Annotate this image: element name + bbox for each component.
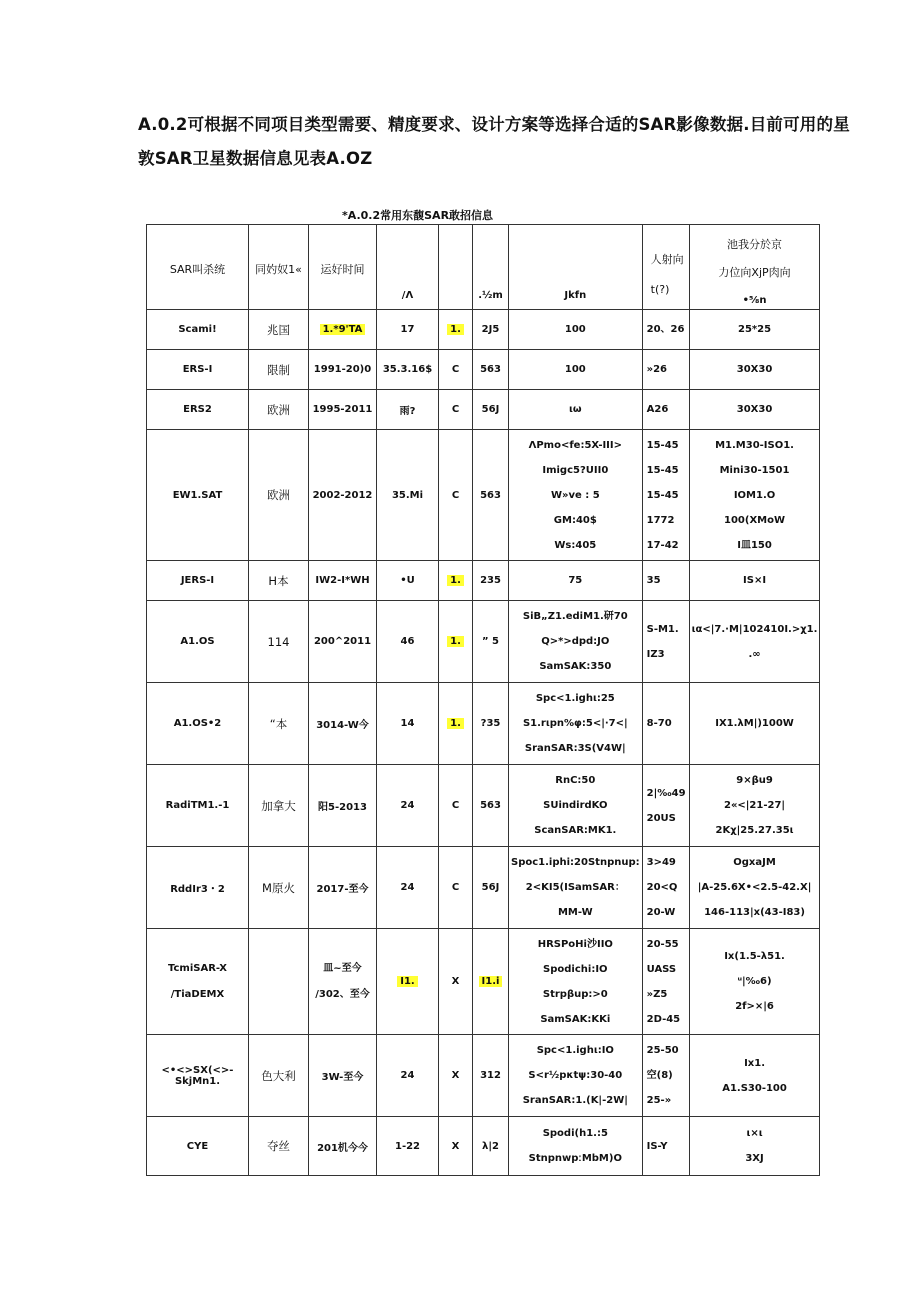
cell-resolution-line: IX1.λM|)100W [715, 718, 794, 729]
cell-period: 3W-至今 [321, 1072, 364, 1083]
cell-swath-line: Ws:405 [554, 539, 597, 551]
cell-period: 201机今今 [317, 1142, 368, 1154]
cell-incidence-line: 20、26 [646, 324, 685, 335]
cell-swath-line: MM-W [557, 907, 593, 918]
cell-incidence-line: 8-70 [646, 718, 672, 729]
intro-line-2: 敦SAR卫星数据信息见表A.OZ [138, 149, 373, 168]
table-row [147, 847, 820, 929]
cell-pol: C [451, 404, 460, 415]
table-row [147, 601, 820, 683]
table-row [147, 765, 820, 847]
header-incidence-top: 人射向 [650, 253, 684, 266]
cell-swath-line: StnpnwpːMbM)O [528, 1153, 622, 1164]
cell-swath-line: 75 [568, 575, 583, 586]
table-row [147, 350, 820, 390]
cell-swath-line: Spc<1.ighι:IO [536, 1045, 614, 1056]
cell-system: <•<>SX(<>-SkjMn1. [161, 1064, 234, 1087]
cell-period: 1.*9'TA [320, 324, 366, 335]
cell-incidence-line: 20-55 [646, 938, 679, 950]
cell-incidence-line: A26 [646, 404, 669, 415]
cell-resolution-line: |A-25.6X•<2.5-42.X| [697, 882, 812, 893]
cell-swath-line: ΛPmo<fe:5X-III> [528, 439, 623, 451]
cell-period: IW2-I*WH [315, 575, 370, 586]
cell-wavelength: 312 [480, 1070, 501, 1081]
cell-resolution-line: A1.S30-100 [722, 1082, 787, 1094]
cell-swath-line: S<r½pκtψ:30-40 [528, 1070, 623, 1081]
cell-system: RadiTM1.-1 [165, 800, 230, 811]
cell-pol: X [451, 976, 460, 987]
cell-period: 200^2011 [313, 636, 372, 647]
cell-incidence-line: 17-42 [646, 539, 679, 551]
cell-resolution-line: 2Kχ|25.27.35ι [715, 825, 794, 836]
cell-swath-line: SamSAK:KKi [540, 1013, 611, 1025]
cell-resolution-line: IOM1.O [733, 489, 776, 501]
cell-pol: 1. [447, 718, 464, 729]
cell-wavelength: I1.i [479, 976, 503, 987]
cell-system: ERS2 [183, 404, 212, 415]
cell-wavelength: ?35 [480, 718, 501, 729]
table-row [147, 561, 820, 601]
cell-period: 3014-W今 [316, 720, 369, 731]
cell-incidence-line: 15-45 [646, 489, 679, 501]
cell-resolution-line: 30X30 [736, 364, 773, 375]
cell-wavelength: 563 [480, 364, 501, 375]
cell-swath-line: HRSPoHi沙IIO [537, 938, 613, 950]
cell-wavelength: λ|2 [482, 1140, 499, 1152]
table-row [147, 1117, 820, 1176]
cell-resolution-line: 100(XMoW [724, 514, 786, 526]
header-swath: Jkfn [564, 290, 587, 301]
cell-swath-line: SamSAK:350 [539, 661, 612, 672]
cell-swath-line: 100 [564, 364, 586, 375]
cell-system: EW1.SAT [172, 489, 223, 501]
cell-incidence-line: IZ3 [646, 648, 665, 660]
cell-period: 1995-2011 [312, 404, 373, 415]
cell-wavelength: 563 [480, 489, 501, 501]
cell-resolution-line: 25*25 [738, 324, 772, 335]
cell-swath-line: Spoc1.iphi:20Stnpnup: [511, 857, 640, 868]
cell-pol: C [451, 364, 460, 375]
cell-wavelength: 56J [481, 882, 500, 893]
cell-band: 14 [400, 718, 415, 729]
cell-resolution-line: M1.M30-ISO1. [715, 439, 794, 451]
cell-incidence-line: 35 [646, 575, 661, 586]
table-row [147, 390, 820, 430]
cell-resolution-line: ᵘ|‰6) [737, 976, 772, 987]
cell-resolution-line: IS×I [743, 575, 767, 586]
cell-band: •U [400, 575, 415, 586]
intro-paragraph [138, 108, 850, 176]
cell-band: 1-22 [394, 1140, 421, 1152]
cell-band: 24 [400, 882, 415, 893]
cell-resolution-line: I皿150 [737, 539, 772, 551]
cell-band: I1. [397, 976, 417, 987]
table-row [147, 430, 820, 561]
cell-period: 阳5-2013 [318, 802, 367, 813]
cell-resolution-line: .∞ [748, 648, 761, 660]
cell-resolution-line: Mini30-1501 [719, 464, 790, 476]
cell-pol: C [451, 489, 460, 501]
cell-system: A1.OS [180, 636, 215, 647]
intro-line-1: A.0.2可根据不同项目类型需要、精度要求、设计方案等选择合适的SAR影像数据.目前可用的星 [138, 115, 850, 134]
cell-resolution-line: 3XJ [745, 1153, 764, 1164]
table-header-row [147, 225, 820, 310]
cell-incidence-line: 15-45 [646, 464, 679, 476]
cell-band: 35.Mi [391, 489, 424, 501]
cell-country: “本 [269, 716, 288, 731]
cell-wavelength: 563 [480, 800, 501, 811]
cell-pol: 1. [447, 636, 464, 647]
cell-system: /TiaDEMX [170, 988, 225, 1000]
cell-band: 雨? [399, 406, 416, 417]
cell-swath-line: S1.rιpn%φ:5<|·7<| [522, 718, 628, 729]
cell-wavelength: 235 [480, 575, 501, 586]
cell-resolution-line: 9×βu9 [736, 775, 773, 786]
cell-incidence-line: UASS [646, 963, 677, 975]
cell-country: M原火 [262, 880, 295, 895]
cell-swath-line: RnC:50 [555, 775, 596, 786]
cell-incidence-line: 20-W [646, 907, 676, 918]
cell-system: A1.OS•2 [173, 718, 222, 729]
cell-swath-line: SUindirdKO [543, 800, 608, 811]
cell-incidence-line: IS-Y [646, 1140, 668, 1152]
cell-swath-line: Strpβup:>0 [542, 988, 608, 1000]
cell-resolution-line: 146-113|x(43-I83) [704, 907, 805, 918]
header-resolution-1: 池我分於京 [727, 238, 783, 251]
cell-country: 兆国 [267, 322, 290, 337]
cell-swath-line: GM:40$ [553, 514, 597, 526]
cell-incidence-line: 25-» [646, 1095, 672, 1106]
cell-system: TcmiSAR-X [168, 962, 227, 974]
cell-resolution-line: Ix1. [744, 1057, 765, 1069]
cell-pol: 1. [447, 575, 464, 586]
cell-swath-line: 2<KI5(ISamSAR： [525, 882, 625, 893]
header-band: /Λ [401, 290, 414, 301]
cell-band: 24 [400, 800, 415, 811]
table-row [147, 683, 820, 765]
cell-swath-line: Spodichi:IO [543, 963, 608, 975]
cell-incidence-line: 空(8) [646, 1070, 673, 1081]
table-caption: *A.0.2常用东馥SAR敢招信息 [342, 209, 494, 222]
cell-swath-line: ScanSAR:MK1. [534, 825, 617, 836]
cell-incidence-line: 20US [646, 812, 676, 824]
cell-wavelength: 2J5 [481, 324, 500, 335]
cell-resolution-line: ια<|7.·M|102410I.>χ1. [691, 623, 818, 635]
cell-incidence-line: 1772 [646, 514, 675, 526]
cell-pol: X [451, 1070, 460, 1081]
cell-resolution-line: Ix(1.5-λ51. [724, 951, 785, 962]
cell-country: 加拿大 [261, 798, 296, 813]
cell-wavelength: ” 5 [481, 636, 499, 647]
cell-incidence-line: 3>49 [646, 857, 676, 868]
cell-incidence-line: 15-45 [646, 439, 679, 451]
cell-incidence-line: S-M1. [646, 623, 679, 635]
cell-period: 1991-20)0 [313, 364, 372, 375]
cell-swath-line: W»ve : 5 [550, 489, 600, 501]
cell-system: Scami! [178, 324, 217, 335]
cell-country: H本 [268, 573, 289, 588]
cell-incidence-line: »26 [646, 364, 668, 375]
cell-pol: 1. [447, 324, 464, 335]
cell-band: 35.3.16$ [382, 364, 433, 375]
cell-resolution-line: 30X30 [736, 404, 773, 415]
header-incidence-bottom: t(?) [650, 283, 670, 296]
cell-country: 色大利 [261, 1068, 296, 1083]
cell-system: CYE [186, 1140, 209, 1152]
cell-resolution-line: OgxaJM [733, 857, 776, 868]
cell-system: ERS-I [182, 364, 213, 375]
cell-incidence-line: »Z5 [646, 988, 668, 1000]
cell-country: 114 [267, 634, 290, 649]
cell-band: 46 [400, 636, 415, 647]
cell-country: 欧洲 [267, 402, 290, 417]
cell-swath-line: SranSAR:1.(K|-2W| [522, 1095, 628, 1106]
cell-period: /302、至今 [315, 988, 370, 1000]
cell-period: 2017-至今 [316, 884, 369, 895]
table-row [147, 929, 820, 1035]
cell-system: JERS-I [180, 575, 215, 586]
cell-swath-line: SiB„Z1.ediM1.研70 [522, 611, 628, 622]
cell-incidence-line: 2D-45 [646, 1013, 681, 1025]
sar-data-table [146, 224, 820, 1176]
cell-incidence-line: 2|‰49 [646, 787, 686, 799]
table-row [147, 310, 820, 350]
cell-incidence-line: 20<Q [646, 882, 678, 893]
cell-period: 皿~至今 [323, 962, 362, 974]
table-row [147, 1035, 820, 1117]
cell-swath-line: Spc<1.ighι:25 [535, 693, 615, 704]
cell-wavelength: 56J [481, 404, 500, 415]
cell-resolution-line: 2«<|21-27| [723, 800, 786, 811]
cell-country: 夺丝 [267, 1139, 290, 1153]
cell-swath-line: ιω [569, 404, 582, 415]
cell-system: RddIr3・2 [170, 884, 225, 895]
header-resolution-2: 力位向XjP肉向 [718, 266, 791, 279]
cell-pol: C [451, 882, 460, 893]
header-system: SAR叫杀统 [169, 263, 226, 276]
cell-incidence-line: 25-50 [646, 1045, 679, 1056]
cell-country: 欧洲 [267, 488, 290, 502]
cell-pol: X [451, 1140, 460, 1152]
cell-resolution-line: 2f>×|6 [735, 1001, 774, 1012]
cell-swath-line: Spodi(h1.:5 [542, 1128, 608, 1139]
header-wavelength: .½m [478, 290, 503, 301]
header-country: 同妁奴1« [255, 263, 302, 276]
cell-pol: C [451, 800, 460, 811]
cell-band: 24 [400, 1070, 415, 1081]
cell-country: 限制 [267, 362, 290, 377]
cell-swath-line: Imigc5?UII0 [542, 464, 609, 476]
header-resolution-3: •⅝n [742, 295, 767, 306]
cell-swath-line: Q>*>dpd:JO [541, 636, 610, 647]
header-period: 运好时间 [320, 263, 365, 276]
cell-resolution-line: ι×ι [746, 1128, 763, 1139]
cell-period: 2002-2012 [312, 489, 373, 501]
cell-swath-line: 100 [564, 324, 586, 335]
cell-swath-line: SranSAR:3S(V4W| [524, 743, 626, 754]
cell-band: 17 [400, 324, 415, 335]
